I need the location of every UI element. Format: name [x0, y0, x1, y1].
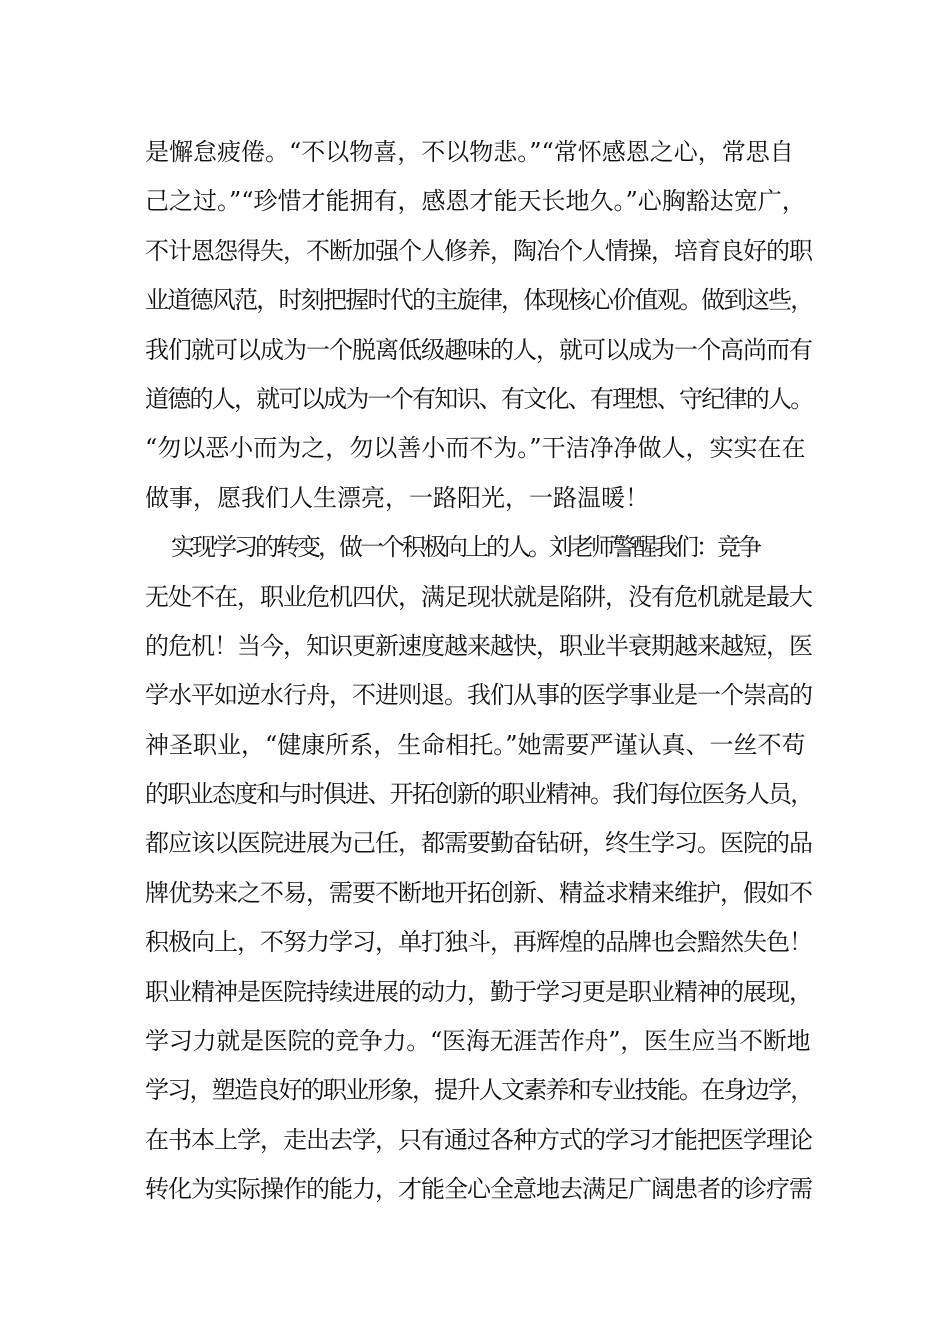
text-line-4: 业道德风范，时刻把握时代的主旋律，体现核心价值观。做到这些，	[145, 286, 813, 315]
text-line-17: 积极向上，不努力学习，单打独斗，再辉煌的品牌也会黯然失色！	[145, 928, 812, 957]
text-line-5: 我们就可以成为一个脱离低级趣味的人，就可以成为一个高尚而有	[145, 335, 812, 364]
text-line-15: 都应该以医院进展为己任，都需要勤奋钻研，终生学习。医院的品	[145, 829, 812, 858]
text-line-12: 学水平如逆水行舟，不进则退。我们从事的医学事业是一个崇高的	[145, 681, 812, 710]
text-line-11: 的危机！当今，知识更新速度越来越快，职业半衰期越来越短，医	[145, 631, 812, 660]
text-line-22: 转化为实际操作的能力，才能全心全意地去满足广阔患者的诊疗需	[145, 1175, 812, 1204]
text-line-8: 做事，愿我们人生漂亮，一路阳光，一路温暖！	[145, 483, 649, 512]
text-line-6: 道德的人，就可以成为一个有知识、有文化、有理想、守纪律的人。	[145, 384, 813, 413]
text-line-14: 的职业态度和与时俱进、开拓创新的职业精神。我们每位医务人员，	[145, 780, 813, 809]
text-line-18: 职业精神是医院持续进展的动力，勤于学习更是职业精神的展现，	[145, 977, 812, 1006]
text-line-20: 学习，塑造良好的职业形象，提升人文素养和专业技能。在身边学，	[145, 1076, 813, 1105]
paragraph-start-line: 实现学习的转变，做一个积极向上的人。刘老师警醒我们：竞争	[171, 533, 759, 562]
text-line-16: 牌优势来之不易，需要不断地开拓创新、精益求精来维护，假如不	[145, 878, 812, 907]
text-line-2: 己之过。”“珍惜才能拥有，感恩才能天长地久。”心胸豁达宽广，	[145, 187, 806, 216]
text-line-1: 是懈怠疲倦。“不以物喜，不以物悲。”“常怀感恩之心，常思自	[145, 138, 794, 166]
text-line-21: 在书本上学，走出去学，只有通过各种方式的学习才能把医学理论	[145, 1125, 812, 1154]
text-line-13: 神圣职业，“健康所系，生命相托。”她需要严谨认真、一丝不苟	[145, 730, 806, 759]
body-text	[145, 128, 815, 1215]
text-line-7: “勿以恶小而为之，勿以善小而不为。”干洁净净做人，实实在在	[145, 434, 806, 463]
text-line-10: 无处不在，职业危机四伏，满足现状就是陷阱，没有危机就是最大	[145, 582, 812, 611]
text-line-19: 学习力就是医院的竞争力。“医海无涯苦作舟”，医生应当不断地	[145, 1027, 811, 1056]
text-line-3: 不计恩怨得失，不断加强个人修养，陶冶个人情操，培育良好的职	[145, 236, 812, 265]
